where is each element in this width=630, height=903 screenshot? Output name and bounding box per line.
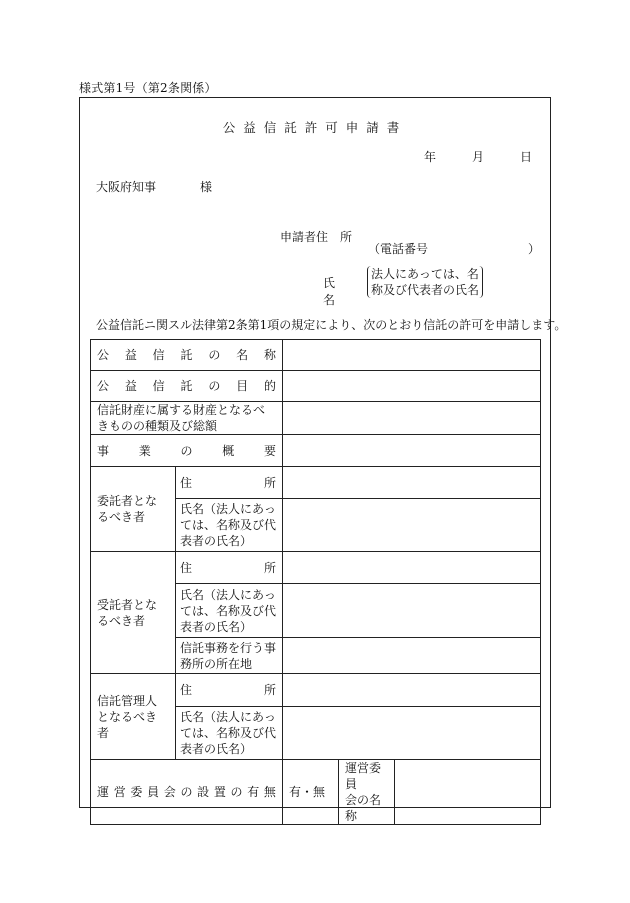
trust-name-value[interactable]: [283, 340, 541, 371]
trust-purpose-label: [91, 371, 283, 402]
label-line: となるべき: [97, 709, 158, 724]
label-char: 員: [147, 785, 160, 799]
label-line: ては、名称及び代: [180, 726, 277, 740]
table-row: [91, 467, 541, 499]
trustee-address-label: [176, 552, 283, 584]
date-year-label: 年: [423, 150, 436, 164]
manager-address-value[interactable]: [283, 674, 541, 707]
trustee-address-value[interactable]: [283, 552, 541, 584]
name-note-line: 称及び代表者の氏名: [371, 283, 480, 297]
application-form: [79, 97, 567, 823]
trust-purpose-value[interactable]: [283, 371, 541, 402]
label-char: 委: [130, 785, 143, 799]
label-line: 氏名（法人にあっ: [180, 710, 276, 724]
label-line: ては、名称及び代: [180, 603, 277, 618]
table-row: [91, 435, 541, 467]
application-table: [90, 339, 541, 825]
settlor-address-value[interactable]: [283, 467, 541, 499]
date-day-label: 日: [519, 150, 532, 164]
label-char: 公: [97, 348, 110, 362]
label-char: 称: [263, 348, 276, 362]
settlor-name-value[interactable]: [283, 499, 541, 552]
label-char: 設: [197, 785, 210, 799]
trust-name-label: [91, 340, 283, 371]
addressee-name: 大阪府知事: [96, 180, 157, 194]
label-char: 住: [180, 683, 193, 697]
yes-no-choice[interactable]: 有・無: [283, 760, 339, 825]
label-char: 託: [180, 348, 193, 362]
label-char: 公: [97, 379, 110, 393]
settlor-label: [91, 467, 176, 552]
label-char: 目: [236, 379, 249, 393]
label-char: の: [208, 348, 221, 362]
label-char: 有: [247, 785, 260, 799]
label-char: 的: [263, 379, 276, 393]
label-char: 所: [264, 560, 277, 575]
addressee-honorific: 様: [200, 180, 213, 194]
committee-name-label: [339, 760, 395, 825]
addressee: [96, 178, 212, 195]
settlor-address-label: [176, 467, 283, 499]
label-line: 表者の氏名）: [180, 534, 253, 548]
form-title: 公益信託許可申請書: [222, 120, 408, 135]
label-line: るべき者: [97, 510, 146, 524]
label-char: 所: [264, 475, 277, 490]
address-label: 住 所: [316, 230, 353, 244]
label-char: 信: [152, 348, 165, 362]
label-char: 置: [213, 785, 226, 799]
label-char: 事: [97, 443, 110, 458]
table-row: [91, 402, 541, 435]
trust-office-value[interactable]: [283, 638, 541, 674]
applicant-address: [280, 228, 352, 245]
label-char: の: [180, 785, 193, 799]
label-char: の: [230, 785, 243, 799]
label-line: るべき者: [97, 613, 146, 628]
label-line: 氏名（法人にあっ: [180, 587, 276, 602]
label-char: 益: [124, 348, 137, 362]
label-line: 者: [97, 725, 110, 740]
table-row: [91, 340, 541, 371]
phone-line: [368, 240, 540, 257]
manager-name-label: [176, 707, 283, 760]
manager-name-value[interactable]: [283, 707, 541, 760]
trustee-name-value[interactable]: [283, 584, 541, 638]
label-char: 業: [138, 443, 151, 458]
label-line: 運営委員: [345, 761, 382, 791]
trustee-label: [91, 552, 176, 674]
trust-property-value[interactable]: [283, 402, 541, 435]
label-char: 概: [222, 443, 235, 458]
label-char: 営: [113, 785, 126, 799]
label-line: 信託事務を行う事: [180, 640, 277, 655]
business-summary-label: [91, 435, 283, 467]
trust-property-label: [91, 402, 283, 435]
label-char: 所: [264, 683, 277, 697]
intro-text: 公益信託ニ関スル法律第2条第1項の規定により、次のとおり信託の許可を申請します。: [96, 318, 567, 332]
name-note-bracket: [367, 266, 483, 298]
trust-office-label: [176, 638, 283, 674]
name-note-line: 法人にあっては、名: [371, 267, 479, 281]
label-char: 益: [124, 379, 137, 393]
business-summary-value[interactable]: [283, 435, 541, 467]
trust-manager-label: [91, 674, 176, 760]
label-line: 信託財産に属する財産となるべ: [97, 403, 266, 417]
applicant-name: [323, 266, 483, 308]
date-line: [424, 148, 532, 165]
table-row: [91, 371, 541, 402]
name-label: 氏 名: [323, 276, 372, 307]
label-char: 運: [97, 785, 110, 799]
phone-close: ）: [528, 242, 541, 256]
form-code: 様式第1号（第2条関係）: [79, 81, 217, 95]
label-char: 託: [180, 379, 193, 393]
label-line: 氏名（法人にあっ: [180, 502, 276, 516]
label-line: 信託管理人: [97, 693, 158, 708]
label-char: の: [180, 443, 193, 458]
label-char: 無: [263, 785, 276, 799]
label-char: 名: [236, 348, 249, 362]
manager-address-label: [176, 674, 283, 707]
committee-name-value[interactable]: [395, 760, 541, 825]
applicant-label: 申請者: [280, 230, 317, 244]
trustee-name-label: [176, 584, 283, 638]
label-line: 表者の氏名）: [180, 619, 253, 634]
label-char: 信: [152, 379, 165, 393]
label-line: 受託者とな: [97, 597, 158, 612]
label-line: きものの種類及び総額: [97, 419, 218, 433]
label-char: 要: [264, 443, 277, 458]
label-line: 会の名称: [345, 793, 382, 823]
label-char: 住: [180, 475, 193, 490]
label-char: の: [208, 379, 221, 393]
committee-existence-label: [91, 760, 283, 825]
label-char: 住: [180, 560, 193, 575]
table-row: [91, 760, 541, 825]
label-line: ては、名称及び代: [180, 518, 277, 532]
label-line: 務所の所在地: [180, 656, 253, 671]
phone-open: （電話番号: [368, 242, 429, 256]
label-char: 会: [163, 785, 176, 799]
settlor-name-label: [176, 499, 283, 552]
table-row: [91, 552, 541, 584]
date-month-label: 月: [471, 150, 484, 164]
label-line: 委託者とな: [97, 494, 158, 508]
table-row: [91, 674, 541, 707]
label-line: 表者の氏名）: [180, 742, 253, 756]
